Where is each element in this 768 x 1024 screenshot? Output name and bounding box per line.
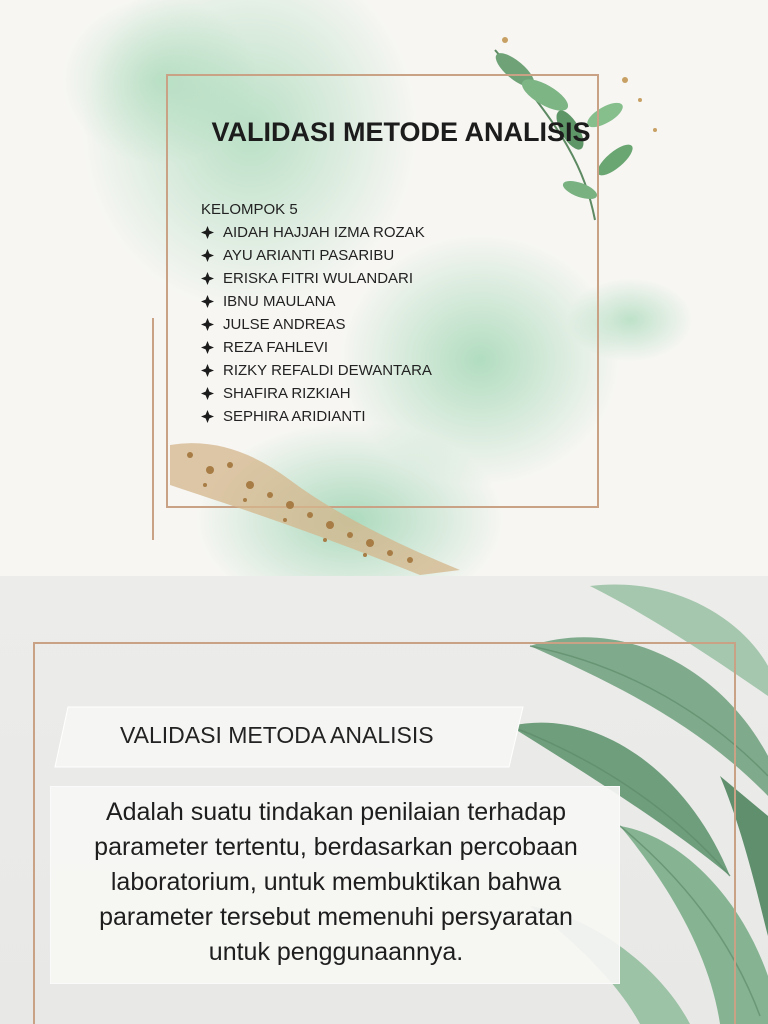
member-name: ERISKA FITRI WULANDARI <box>223 270 414 287</box>
member-list-item <box>201 359 432 382</box>
diamond-bullet-icon <box>201 249 214 262</box>
member-name: RIZKY REFALDI DEWANTARA <box>223 362 432 379</box>
diamond-bullet-icon <box>201 295 214 308</box>
member-list <box>201 221 432 428</box>
member-list-item <box>201 267 432 290</box>
slide-2 <box>0 576 768 1024</box>
definition-text: Adalah suatu tindakan penilaian terhadap parameter tertentu, berdasarkan percobaan laboratorium, untuk membuktikan bahwa parameter tersebut memenuhi persyaratan untuk penggunaannya. <box>94 798 578 966</box>
member-name: REZA FAHLEVI <box>223 339 329 356</box>
slide-title: VALIDASI METODE ANALISIS <box>211 117 591 147</box>
slide-title: VALIDASI METODA ANALISIS <box>120 722 434 748</box>
member-list-item <box>201 336 432 359</box>
member-list-item <box>201 382 432 405</box>
diamond-bullet-icon <box>201 341 214 354</box>
member-name: IBNU MAULANA <box>223 293 336 310</box>
diamond-bullet-icon <box>201 410 214 423</box>
member-list-item <box>201 313 432 336</box>
diamond-bullet-icon <box>201 226 214 239</box>
diamond-bullet-icon <box>201 318 214 331</box>
group-member-list <box>201 198 432 428</box>
member-list-item <box>201 244 432 267</box>
title-banner <box>54 706 524 768</box>
gold-glitter-decoration <box>170 425 470 575</box>
member-name: SHAFIRA RIZKIAH <box>223 385 351 402</box>
member-name: AIDAH HAJJAH IZMA ROZAK <box>223 224 425 241</box>
member-list-item <box>201 405 432 428</box>
group-label: KELOMPOK 5 <box>201 201 298 218</box>
member-name: JULSE ANDREAS <box>223 316 346 333</box>
gold-frame-accent <box>152 318 172 540</box>
diamond-bullet-icon <box>201 364 214 377</box>
member-list-item <box>201 290 432 313</box>
member-name: AYU ARIANTI PASARIBU <box>223 247 395 264</box>
definition-box <box>50 786 620 984</box>
diamond-bullet-icon <box>201 272 214 285</box>
diamond-bullet-icon <box>201 387 214 400</box>
member-list-item <box>201 221 432 244</box>
member-name: SEPHIRA ARIDIANTI <box>223 408 366 425</box>
